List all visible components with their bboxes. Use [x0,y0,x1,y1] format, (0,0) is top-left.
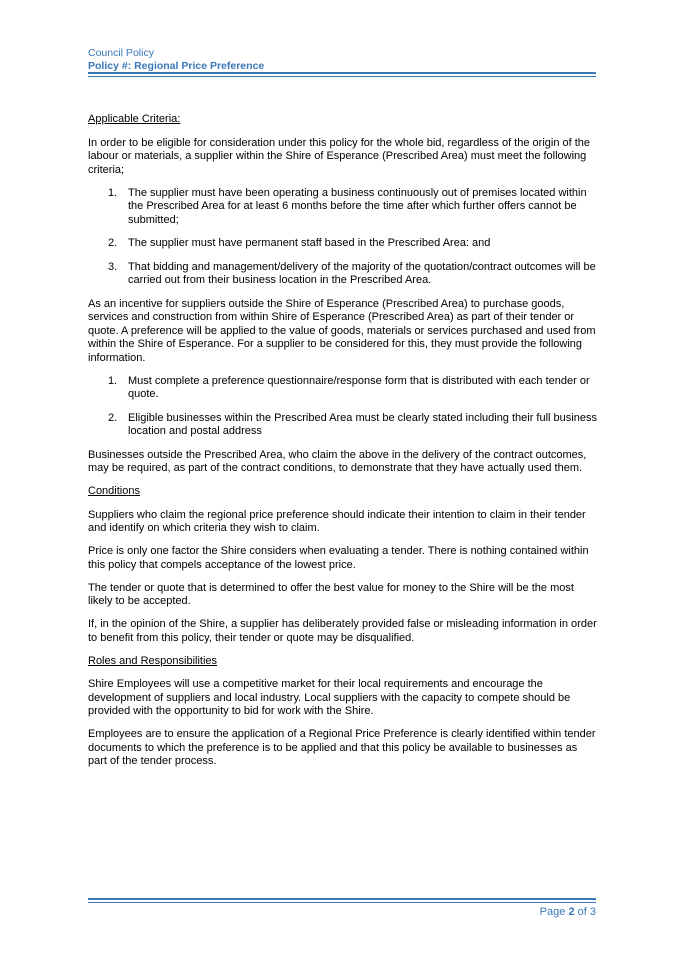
header-council-policy: Council Policy [88,47,154,59]
roles-paragraph-2: Employees are to ensure the application of a Regional Price Preference is clearly identified within tender documents to which the preference is to be applied and that this policy be available to businesses as part of the tender process. [88,728,596,767]
applicable-intro: In order to be eligible for consideration under this policy for the whole bid, regardless of the origin of the labour or materials, a supplier within the Shire of Esperance (Prescribed Area) must meet the following criteria; [88,136,591,176]
conditions-heading: Conditions [88,485,140,497]
page-word: Page [539,906,566,918]
list-text: Eligible businesses within the Prescribed Area must be clearly stated including their full business location and postal address [128,411,597,437]
incentive-paragraph: As an incentive for suppliers outside the Shire of Esperance (Prescribed Area) to purchase goods, services and construction from within Shire of Esperance (Prescribed Area) as part of their tender or quote. A preference will be applied to the value of goods, materials or services purchased and used from within the Shire of Esperance. For a supplier to be considered for this, they must provide the following information. [88,297,596,364]
list-item [88,375,598,402]
criteria-list [88,187,598,288]
header-policy-title: Policy #: Regional Price Preference [88,60,265,72]
roles-paragraph-1: Shire Employees will use a competitive market for their local requirements and encourage the development of suppliers and local industry. Local suppliers with the capacity to compete should be provided with the opportunity to bid for work with the Shire. [88,678,571,717]
list-number: 2. [108,237,118,249]
page-number [540,906,596,918]
list-number: 1. [108,186,118,199]
list-item [88,237,598,251]
list-number: 1. [108,374,118,387]
header-rule [88,72,596,74]
list-text: Must complete a preference questionnaire/response form that is distributed with each tender or quote. [128,374,590,400]
list-number: 2. [108,411,118,424]
roles-heading: Roles and Responsibilities [88,654,218,667]
list-item [88,412,598,439]
page-of: of [577,906,587,918]
conditions-paragraph-3: The tender or quote that is determined to offer the best value for money to the Shire will be the most likely to be accepted. [88,581,574,607]
list-text: That bidding and management/delivery of the majority of the quotation/contract outcomes will be carried out from their business location in the Prescribed Area. [128,260,596,286]
requirements-list [88,375,598,439]
page-total: 3 [589,906,596,918]
outside-businesses-paragraph: Businesses outside the Prescribed Area, who claim the above in the delivery of the contract outcomes, may be required, as part of the contract conditions, to demonstrate that they have actually used them. [88,448,587,474]
list-text: The supplier must have permanent staff based in the Prescribed Area: and [128,237,491,249]
footer-rule [88,898,596,900]
list-number: 3. [108,260,118,273]
conditions-paragraph-1: Suppliers who claim the regional price preference should indicate their intention to claim in their tender and identify on which criteria they wish to claim. [88,508,586,534]
list-text: The supplier must have been operating a business continuously out of premises located within the Prescribed Area for at least 6 months before the time after which further offers cannot be submitted; [128,186,587,226]
page-header [88,47,596,73]
document-body [88,113,598,778]
applicable-criteria-heading: Applicable Criteria: [88,113,181,125]
page-current: 2 [568,906,575,918]
conditions-paragraph-2: Price is only one factor the Shire considers when evaluating a tender. There is nothing contained within this policy that compels acceptance of the lowest price. [88,545,589,571]
list-item [88,187,598,228]
list-item [88,261,598,288]
conditions-paragraph-4: If, in the opinion of the Shire, a supplier has deliberately provided false or misleading information in order to benefit from this policy, their tender or quote may be disqualified. [88,618,597,644]
